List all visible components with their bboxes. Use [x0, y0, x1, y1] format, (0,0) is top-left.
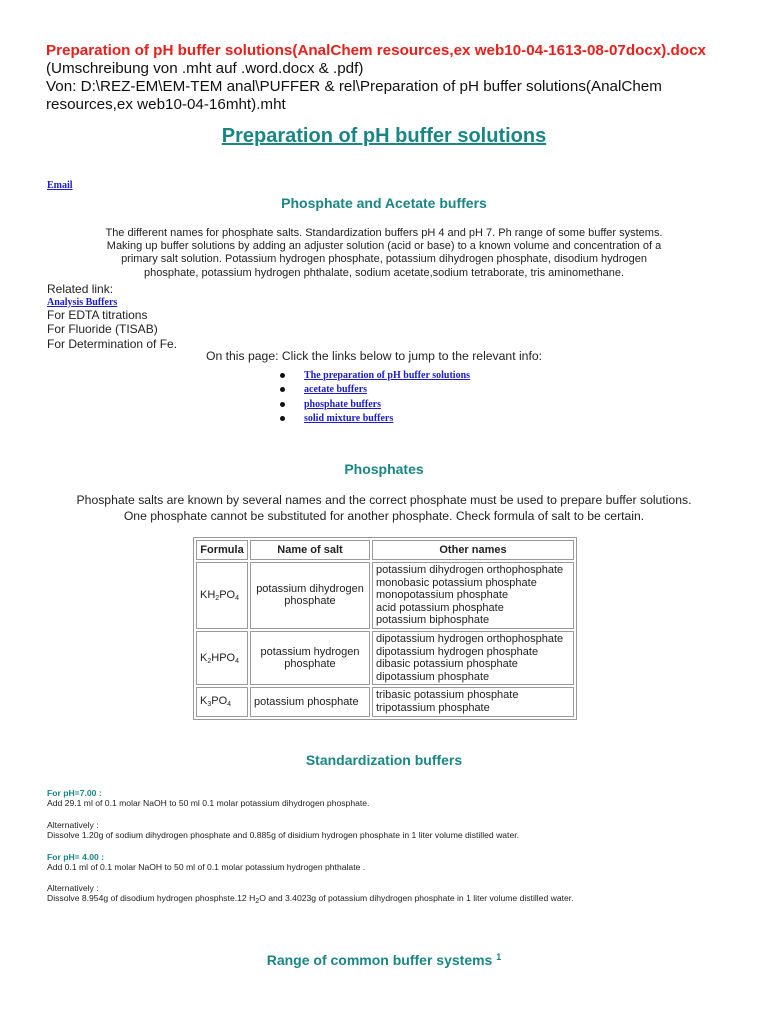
section-heading-phosphates: Phosphates — [344, 461, 424, 477]
alternative-label: Alternatively : — [47, 883, 99, 893]
table-row — [196, 562, 574, 629]
ph7-label: For pH=7.00 : — [47, 788, 102, 798]
bullet-icon — [280, 416, 285, 421]
toc-item — [280, 368, 470, 383]
intro-line: The different names for phosphate salts. Standardization buffers pH 4 and pH 7. Ph range of some buffer systems. — [105, 227, 663, 239]
phosphates-line: Phosphate salts are known by several names and the correct phosphate must be used to prepare buffer solutions. — [76, 493, 692, 507]
ph7-alternative-instruction: Dissolve 1.20g of sodium dihydrogen phosphate and 0.885g of disidium hydrogen phosphate in 1 liter volume distilled water. — [47, 830, 519, 840]
intro-line: Making up buffer solutions by adding an adjuster solution (acid or base) to a known volume and concentration of a — [106, 240, 662, 253]
phosphates-line: One phosphate cannot be substituted for another phosphate. Check formula of salt to be certain. — [123, 508, 645, 523]
column-header-other-names: Other names — [372, 540, 574, 560]
source-path-line2: resources,ex web10-04-16mht).mht — [46, 96, 286, 113]
bullet-icon — [280, 387, 285, 392]
toc-link-preparation[interactable]: The preparation of pH buffer solutions — [304, 369, 471, 381]
ph7-instruction: Add 29.1 ml of 0.1 molar NaOH to 50 ml 0.1 molar potassium dihydrogen phosphate. — [47, 798, 370, 808]
bullet-icon — [280, 373, 285, 378]
table-row — [196, 631, 574, 685]
table-header-row — [196, 540, 574, 560]
salt-name-cell: potassium dihydrogen phosphate — [250, 562, 370, 629]
formula-cell: $K_2HPO_4$ — [196, 631, 248, 685]
on-page-instruction: On this page: Click the links below to jump to the relevant info: — [206, 349, 543, 363]
related-links — [47, 282, 177, 351]
toc-item — [280, 412, 470, 427]
intro-line: primary salt solution. Potassium hydrogen phosphate, potassium dihydrogen phosphate, disodium hydrogen — [121, 253, 647, 266]
footnote-marker[interactable]: 1 — [496, 952, 502, 962]
bullet-icon — [280, 402, 285, 407]
ph4-label: For pH= 4.00 : — [47, 852, 105, 862]
other-names-cell: tribasic potassium phosphate tripotassium phosphate — [372, 687, 574, 716]
document-filename: Preparation of pH buffer solutions(AnalChem resources,ex web10-04-1613-08-07docx).docx — [46, 42, 707, 59]
phosphates-paragraph — [40, 493, 728, 524]
toc-link-solid-mixture[interactable]: solid mixture buffers — [304, 413, 394, 425]
section-heading-phosphate-acetate: Phosphate and Acetate buffers — [281, 195, 487, 211]
page-title[interactable]: Preparation of pH buffer solutions — [221, 125, 547, 147]
related-label: Related link: — [47, 282, 114, 296]
table-of-contents — [280, 368, 470, 426]
ph4-instruction: Add 0.1 ml of 0.1 molar NaOH to 50 ml of 0.1 molar potassium hydrogen phthalate . — [47, 862, 366, 872]
alternative-label: Alternatively : — [47, 820, 99, 830]
section-heading-range: Range of common buffer systems $^1$ — [266, 952, 502, 968]
toc-link-phosphate[interactable]: phosphate buffers — [304, 398, 381, 410]
email-link[interactable]: Email — [47, 180, 73, 191]
section-heading-standardization: Standardization buffers — [305, 752, 463, 768]
document-header — [46, 42, 746, 114]
formula-cell: $KH_2PO_4$ — [196, 562, 248, 629]
formula-cell: $K_3PO_4$ — [196, 687, 248, 716]
intro-paragraph — [80, 227, 688, 280]
related-item-fe: For Determination of Fe. — [47, 336, 178, 351]
source-path-line1: Von: D:\REZ-EM\EM-TEM anal\PUFFER & rel\Preparation of pH buffer solutions(AnalChem — [46, 78, 662, 95]
phosphate-salts-table — [193, 537, 577, 720]
toc-link-acetate[interactable]: acetate buffers — [304, 384, 368, 396]
salt-name-cell: potassium phosphate — [250, 687, 370, 716]
table-row — [196, 687, 574, 716]
toc-item — [280, 383, 470, 398]
related-item-fluoride: For Fluoride (TISAB) — [47, 322, 158, 336]
salt-name-cell: potassium hydrogen phosphate — [250, 631, 370, 685]
intro-line: phosphate, potassium hydrogen phthalate, sodium acetate,sodium tetraborate, tris aminomethane. — [143, 266, 624, 279]
related-item-edta: For EDTA titrations — [47, 307, 148, 322]
toc-item — [280, 397, 470, 412]
column-header-name: Name of salt — [250, 540, 370, 560]
analysis-buffers-link[interactable]: Analysis Buffers — [47, 296, 118, 308]
other-names-cell: potassium dihydrogen orthophosphate monobasic potassium phosphate monopotassium phosphate acid potassium phosphate potassium biphosphate — [372, 562, 574, 629]
other-names-cell: dipotassium hydrogen orthophosphate dipotassium hydrogen phosphate dibasic potassium phosphate dipotassium phosphate — [372, 631, 574, 685]
column-header-formula: Formula — [196, 540, 248, 560]
ph4-alternative-instruction: Dissolve 8.954g of disodium hydrogen phosphste.12 $H_2O$ and 3.4023g of potassium dihydrogen phosphate in 1 liter volume distilled water. — [47, 893, 574, 905]
conversion-note: (Umschreibung von .mht auf .word.docx & .pdf) — [46, 60, 364, 77]
